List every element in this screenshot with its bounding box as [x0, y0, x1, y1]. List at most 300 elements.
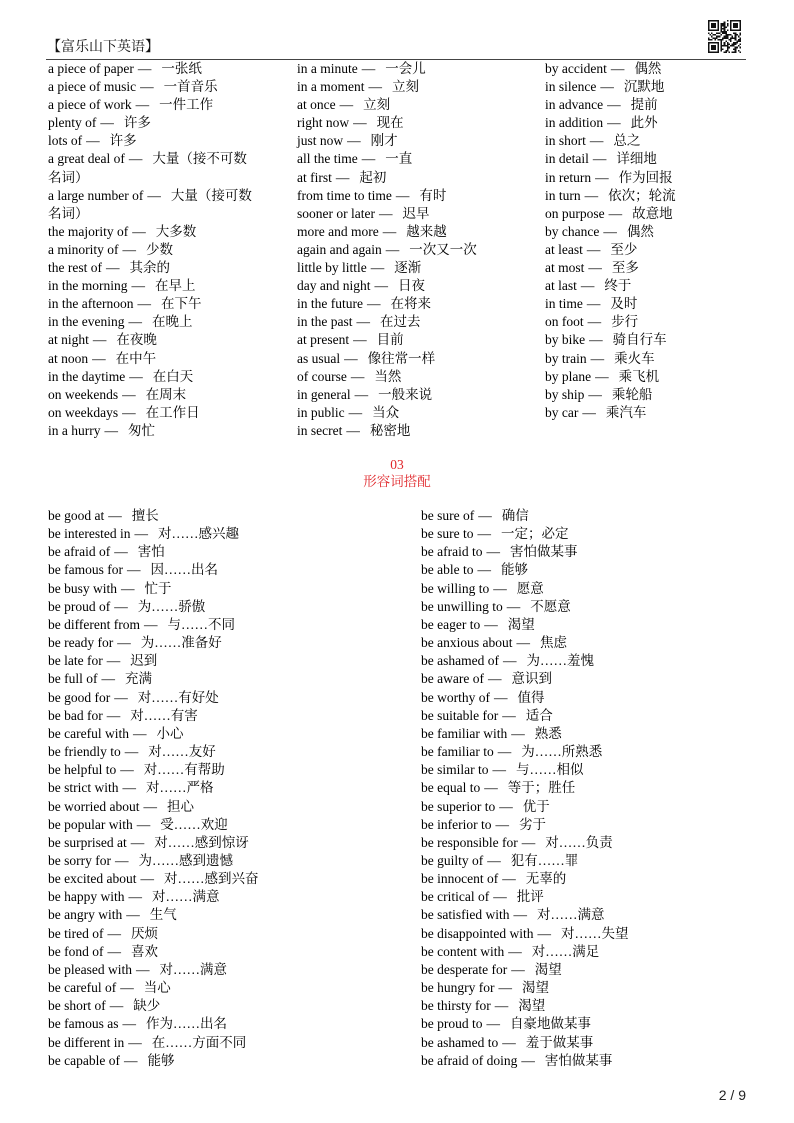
- phrase-chinese: 迟早: [402, 205, 430, 221]
- phrase-english: be willing to: [421, 580, 490, 596]
- adjective-phrase-item: [421, 634, 781, 652]
- phrase-separator: —: [502, 653, 517, 669]
- phrase-chinese: 对……失望: [560, 925, 629, 941]
- phrase-chinese: 对……感到兴奋: [163, 871, 259, 887]
- phrase-item: [297, 150, 504, 168]
- phrase-separator: —: [477, 562, 491, 578]
- phrase-separator: —: [584, 187, 599, 203]
- phrase-english: at noon: [48, 350, 89, 366]
- phrase-separator: —: [114, 689, 128, 705]
- phrase-chinese: 少数: [146, 241, 173, 257]
- adjective-phrase-item: [421, 580, 781, 598]
- phrase-item: [545, 259, 752, 277]
- phrase-chinese: 优于: [522, 798, 550, 814]
- phrase-separator: —: [478, 508, 492, 523]
- phrase-separator: —: [486, 544, 500, 560]
- phrase-english: at least: [545, 241, 583, 257]
- phrase-separator: —: [128, 314, 142, 330]
- phrase-item: [48, 114, 255, 132]
- phrase-chinese: 在将来: [390, 296, 431, 312]
- adjective-phrase-item: [48, 979, 408, 997]
- phrase-chinese: 偶然: [634, 61, 662, 76]
- phrase-english: in detail: [545, 151, 589, 167]
- phrase-item: [545, 96, 752, 114]
- adjective-phrase-item: [421, 834, 781, 852]
- phrase-chinese: 忙于: [144, 580, 172, 596]
- phrase-chinese: 小心: [156, 725, 184, 741]
- phrase-chinese: 许多: [123, 115, 151, 131]
- phrase-separator: —: [121, 580, 135, 596]
- adjective-phrase-item: [421, 507, 781, 525]
- adjective-phrase-item: [48, 888, 408, 906]
- adjective-phrase-item: [48, 816, 408, 834]
- phrase-chinese: 步行: [611, 314, 639, 330]
- adjective-phrase-item: [421, 652, 781, 670]
- phrase-chinese: 在下午: [160, 296, 202, 312]
- adjective-phrase-item: [48, 616, 408, 634]
- phrase-chinese: 渴望: [534, 961, 562, 977]
- phrase-chinese: 受……欢迎: [160, 816, 228, 832]
- phrase-item: [297, 114, 504, 132]
- phrase-chinese: 匆忙: [127, 422, 155, 438]
- adjective-phrase-item: [48, 543, 408, 561]
- phrase-chinese: 因……出名: [150, 562, 218, 578]
- phrase-item: [545, 150, 752, 168]
- phrase-separator: —: [513, 907, 527, 923]
- adjective-phrase-item: [421, 979, 781, 997]
- phrase-separator: —: [497, 744, 512, 760]
- phrase-separator: —: [114, 852, 129, 868]
- adjective-phrase-item: [421, 1034, 781, 1052]
- phrase-chinese: 为……准备好: [140, 635, 222, 651]
- adjective-phrase-item: [48, 652, 408, 670]
- phrase-chinese: 为……感到遗憾: [138, 852, 233, 868]
- phrase-item: [48, 60, 255, 78]
- phrase-english: be careful with: [48, 725, 129, 741]
- phrase-chinese: 有时: [419, 187, 447, 203]
- phrase-english: be afraid of: [48, 544, 111, 560]
- phrase-english: at once: [297, 97, 336, 113]
- phrase-separator: —: [114, 544, 128, 560]
- phrase-separator: —: [143, 616, 158, 632]
- phrase-separator: —: [353, 332, 367, 348]
- phrase-english: little by little: [297, 260, 367, 276]
- phrase-english: be different in: [48, 1034, 125, 1050]
- phrase-chinese: 渴望: [507, 616, 535, 632]
- phrase-chinese: 与……不同: [167, 616, 235, 632]
- phrase-separator: —: [106, 707, 121, 723]
- phrase-separator: —: [143, 798, 157, 814]
- phrase-separator: —: [511, 725, 525, 741]
- adjective-phrase-item: [421, 707, 781, 725]
- phrase-chinese: 生气: [149, 907, 177, 923]
- phrase-chinese: 充满: [125, 671, 152, 687]
- phrase-english: by chance: [545, 223, 600, 239]
- phrase-item: [297, 386, 504, 404]
- adjective-phrase-item: [48, 761, 408, 779]
- phrase-chinese: 其余的: [129, 260, 170, 276]
- adjective-phrase-item: [421, 1015, 781, 1033]
- phrase-english: be responsible for: [421, 834, 518, 850]
- phrase-separator: —: [378, 205, 393, 221]
- phrase-chinese: 厌烦: [130, 925, 158, 941]
- phrase-item: [48, 350, 255, 368]
- phrase-english: be happy with: [48, 889, 125, 905]
- phrase-english: be inferior to: [421, 816, 492, 832]
- phrase-item: [48, 277, 255, 295]
- phrase-chinese: 现在: [376, 115, 404, 131]
- phrase-item: [48, 78, 255, 96]
- phrase-item: [48, 223, 255, 241]
- phrase-english: a piece of music: [48, 79, 137, 95]
- phrase-english: be careful of: [48, 980, 117, 996]
- phrase-separator: —: [132, 725, 147, 741]
- phrase-english: be surprised at: [48, 834, 127, 850]
- phrase-english: be late for: [48, 653, 103, 669]
- phrase-separator: —: [135, 961, 150, 977]
- phrase-separator: —: [128, 1034, 142, 1050]
- phrase-english: on weekdays: [48, 404, 119, 420]
- phrase-item: [545, 277, 752, 295]
- phrase-separator: —: [607, 115, 621, 131]
- qr-code: [708, 20, 741, 53]
- phrase-english: be similar to: [421, 762, 489, 778]
- phrase-english: in advance: [545, 97, 604, 113]
- phrase-item: [297, 350, 504, 368]
- phrase-item: [297, 223, 504, 241]
- phrase-english: be proud of: [48, 598, 111, 614]
- phrase-english: be critical of: [421, 889, 490, 905]
- phrase-english: a great deal of: [48, 151, 125, 167]
- phrase-chinese: 骑自行车: [612, 332, 667, 348]
- phrase-english: at last: [545, 278, 577, 294]
- phrase-chinese: 乘轮船: [611, 386, 653, 402]
- phrase-separator: —: [122, 241, 136, 257]
- phrase-chinese: 与……相似: [516, 762, 584, 778]
- phrase-chinese: 当然: [374, 368, 402, 384]
- adjective-phrase-item: [48, 598, 408, 616]
- phrase-chinese: 当众: [372, 404, 400, 420]
- adjective-phrase-item: [421, 616, 781, 634]
- phrase-separator: —: [494, 998, 509, 1014]
- phrase-item: [48, 150, 255, 186]
- phrase-separator: —: [484, 616, 498, 632]
- phrase-item: [545, 132, 752, 150]
- adjective-phrase-item: [48, 561, 408, 579]
- adjective-phrase-item: [48, 1052, 408, 1070]
- phrase-item: [297, 96, 504, 114]
- phrase-english: a minority of: [48, 241, 119, 257]
- phrase-chinese: 对……友好: [148, 744, 216, 760]
- phrase-english: be bad for: [48, 707, 103, 723]
- phrase-english: all the time: [297, 151, 358, 167]
- phrase-english: be disappointed with: [421, 925, 534, 941]
- phrase-separator: —: [607, 97, 621, 113]
- adjective-phrase-item: [421, 670, 781, 688]
- phrase-item: [48, 295, 255, 313]
- phrase-english: be good for: [48, 689, 111, 705]
- phrase-english: be sure of: [421, 508, 475, 523]
- adjective-phrase-item: [421, 906, 781, 924]
- phrase-chinese: 愿意: [516, 580, 544, 596]
- phrase-english: in turn: [545, 187, 581, 203]
- phrase-separator: —: [502, 1034, 516, 1050]
- phrase-english: in the future: [297, 296, 363, 312]
- phrase-english: at night: [48, 332, 89, 348]
- phrase-column-2: [297, 60, 504, 440]
- phrase-chinese: 依次；轮流: [608, 187, 676, 203]
- phrase-item: [297, 259, 504, 277]
- phrase-english: be unwilling to: [421, 598, 503, 614]
- phrase-chinese: 及时: [610, 296, 638, 312]
- phrase-english: be sorry for: [48, 852, 111, 868]
- phrase-english: be capable of: [48, 1052, 120, 1068]
- phrase-chinese: 对……感到惊讶: [154, 834, 249, 850]
- phrase-chinese: 能够: [147, 1052, 175, 1068]
- phrase-chinese: 大量（接可数名词）: [48, 187, 252, 221]
- phrase-separator: —: [134, 526, 148, 542]
- adjective-phrase-item: [48, 1015, 408, 1033]
- phrase-chinese: 熟悉: [534, 725, 562, 741]
- phrase-chinese: 乘汽车: [605, 404, 647, 420]
- adjective-phrase-item: [48, 507, 408, 525]
- phrase-english: in return: [545, 169, 592, 185]
- phrase-separator: —: [120, 980, 134, 996]
- phrase-chinese: 一张纸: [161, 61, 202, 76]
- phrase-separator: —: [107, 943, 121, 959]
- phrase-chinese: 适合: [525, 707, 553, 723]
- phrase-separator: —: [117, 635, 131, 651]
- phrase-separator: —: [126, 907, 140, 923]
- phrase-english: on foot: [545, 314, 584, 330]
- phrase-separator: —: [477, 526, 491, 542]
- phrase-separator: —: [586, 241, 601, 257]
- phrase-separator: —: [502, 707, 516, 723]
- phrase-separator: —: [506, 598, 521, 614]
- phrase-separator: —: [587, 314, 602, 330]
- phrase-chinese: 在白天: [152, 368, 194, 384]
- phrase-english: sooner or later: [297, 205, 375, 221]
- phrase-column-1: [48, 60, 255, 440]
- phrase-item: [48, 187, 255, 223]
- phrase-english: be friendly to: [48, 744, 121, 760]
- phrase-separator: —: [137, 296, 151, 312]
- phrase-english: be familiar to: [421, 744, 494, 760]
- phrase-english: of course: [297, 368, 347, 384]
- phrase-separator: —: [595, 169, 609, 185]
- phrase-chinese: 大多数: [155, 223, 197, 239]
- phrase-chinese: 一般来说: [378, 386, 433, 402]
- adjective-phrase-item: [48, 525, 408, 543]
- phrase-chinese: 确信: [501, 508, 529, 523]
- phrase-item: [545, 205, 752, 223]
- adjective-phrase-item: [421, 761, 781, 779]
- phrase-chinese: 乘火车: [614, 350, 655, 366]
- phrase-item: [297, 422, 504, 440]
- phrase-item: [545, 350, 752, 368]
- adjective-phrase-item: [48, 852, 408, 870]
- adjective-phrase-item: [48, 961, 408, 979]
- phrase-chinese: 焦虑: [539, 635, 567, 651]
- phrase-chinese: 对……有帮助: [143, 762, 225, 778]
- phrase-item: [297, 295, 504, 313]
- phrase-chinese: 不愿意: [530, 598, 571, 614]
- phrase-english: in general: [297, 386, 351, 402]
- adjective-phrase-item: [421, 816, 781, 834]
- phrase-english: be strict with: [48, 780, 119, 796]
- phrase-chinese: 对……满意: [536, 907, 605, 923]
- phrase-separator: —: [493, 689, 508, 705]
- adjective-phrase-item: [421, 779, 781, 797]
- phrase-english: from time to time: [297, 187, 392, 203]
- phrase-english: be ready for: [48, 635, 114, 651]
- phrase-separator: —: [346, 422, 360, 438]
- phrase-chinese: 逐渐: [394, 260, 422, 276]
- phrase-chinese: 为……骄傲: [137, 598, 206, 614]
- phrase-separator: —: [126, 562, 141, 578]
- phrase-separator: —: [361, 151, 376, 167]
- phrase-chinese: 无辜的: [525, 871, 567, 887]
- phrase-chinese: 越来越: [406, 223, 447, 239]
- phrase-separator: —: [106, 653, 121, 669]
- phrase-chinese: 对……满足: [531, 943, 600, 959]
- phrase-item: [48, 241, 255, 259]
- adjective-phrase-item: [421, 852, 781, 870]
- phrase-separator: —: [132, 223, 146, 239]
- phrase-separator: —: [122, 386, 136, 402]
- phrase-chinese: 像往常一样: [367, 350, 436, 366]
- phrase-separator: —: [368, 79, 382, 95]
- phrase-separator: —: [107, 925, 121, 941]
- phrase-english: be guilty of: [421, 852, 484, 868]
- phrase-english: be suitable for: [421, 707, 499, 723]
- phrase-chinese: 故意地: [632, 205, 673, 221]
- phrase-item: [545, 78, 752, 96]
- phrase-separator: —: [104, 422, 118, 438]
- adjective-phrase-item: [48, 1034, 408, 1052]
- phrase-english: be popular with: [48, 816, 133, 832]
- phrase-separator: —: [366, 296, 381, 312]
- adjective-column-1: [48, 507, 408, 1070]
- adjective-phrase-item: [48, 798, 408, 816]
- phrase-chinese: 对……感兴趣: [157, 526, 239, 542]
- phrase-item: [545, 241, 752, 259]
- phrase-english: be desperate for: [421, 961, 508, 977]
- phrase-chinese: 在周末: [145, 386, 187, 402]
- adjective-phrase-item: [421, 598, 781, 616]
- section-number: 03: [390, 457, 404, 472]
- brand-header: 【富乐山下英语】: [47, 40, 159, 55]
- phrase-english: in the afternoon: [48, 296, 134, 312]
- phrase-separator: —: [129, 368, 143, 384]
- phrase-english: be sure to: [421, 526, 474, 542]
- phrase-separator: —: [108, 508, 122, 523]
- phrase-item: [48, 368, 255, 386]
- section-title: 形容词搭配: [363, 474, 431, 489]
- phrase-english: as usual: [297, 350, 341, 366]
- phrase-english: more and more: [297, 223, 379, 239]
- phrase-item: [48, 313, 255, 331]
- phrase-separator: —: [487, 671, 502, 687]
- phrase-english: plenty of: [48, 115, 97, 131]
- adjective-phrase-item: [421, 798, 781, 816]
- phrase-separator: —: [100, 115, 114, 131]
- phrase-english: be ashamed to: [421, 1034, 499, 1050]
- phrase-english: in silence: [545, 79, 597, 95]
- phrase-english: be fond of: [48, 943, 104, 959]
- phrase-english: in the daytime: [48, 368, 126, 384]
- page-number: 2 / 9: [718, 1087, 746, 1103]
- phrase-column-3: [545, 60, 752, 422]
- phrase-chinese: 此外: [630, 115, 658, 131]
- phrase-english: be innocent of: [421, 871, 499, 887]
- phrase-chinese: 劣于: [518, 816, 546, 832]
- phrase-separator: —: [101, 671, 115, 687]
- phrase-item: [297, 78, 504, 96]
- phrase-chinese: 自豪地做某事: [510, 1016, 591, 1032]
- phrase-separator: —: [385, 241, 400, 257]
- phrase-english: be helpful to: [48, 762, 117, 778]
- phrase-english: be afraid of doing: [421, 1052, 518, 1068]
- phrase-chinese: 作为回报: [618, 169, 673, 185]
- phrase-separator: —: [335, 169, 350, 185]
- phrase-chinese: 批评: [516, 889, 544, 905]
- phrase-item: [48, 259, 255, 277]
- phrase-chinese: 喜欢: [130, 943, 158, 959]
- phrase-item: [297, 368, 504, 386]
- phrase-chinese: 在夜晚: [116, 332, 157, 348]
- phrase-chinese: 日夜: [398, 278, 425, 294]
- phrase-english: at present: [297, 332, 350, 348]
- phrase-english: day and night: [297, 278, 371, 294]
- phrase-english: be anxious about: [421, 635, 513, 651]
- phrase-separator: —: [492, 762, 506, 778]
- phrase-chinese: 羞于做某事: [525, 1034, 594, 1050]
- phrase-english: at most: [545, 260, 585, 276]
- phrase-english: be tired of: [48, 925, 104, 941]
- adjective-phrase-item: [48, 870, 408, 888]
- phrase-item: [545, 331, 752, 349]
- phrase-english: in a hurry: [48, 422, 101, 438]
- phrase-english: in secret: [297, 422, 343, 438]
- phrase-chinese: 缺少: [133, 998, 161, 1014]
- phrase-chinese: 为……所熟悉: [521, 744, 603, 760]
- phrase-chinese: 在晚上: [151, 314, 193, 330]
- phrase-chinese: 偶然: [626, 223, 654, 239]
- phrase-separator: —: [493, 580, 507, 596]
- phrase-chinese: 在过去: [380, 314, 421, 330]
- phrase-english: be familiar with: [421, 725, 508, 741]
- phrase-chinese: 秘密地: [369, 422, 411, 438]
- phrase-english: be worried about: [48, 798, 140, 814]
- phrase-item: [545, 60, 752, 78]
- phrase-separator: —: [603, 223, 617, 239]
- phrase-english: in addition: [545, 115, 604, 131]
- phrase-item: [297, 132, 504, 150]
- phrase-english: be famous as: [48, 1016, 119, 1032]
- phrase-english: in the morning: [48, 278, 128, 294]
- phrase-english: lots of: [48, 133, 83, 149]
- phrase-separator: —: [136, 816, 151, 832]
- phrase-separator: —: [516, 635, 530, 651]
- phrase-separator: —: [589, 133, 604, 149]
- phrase-english: in a moment: [297, 79, 365, 95]
- adjective-phrase-item: [48, 670, 408, 688]
- phrase-chinese: 意识到: [511, 671, 552, 687]
- phrase-item: [48, 422, 255, 440]
- phrase-chinese: 一次又一次: [409, 241, 477, 257]
- phrase-english: by train: [545, 350, 587, 366]
